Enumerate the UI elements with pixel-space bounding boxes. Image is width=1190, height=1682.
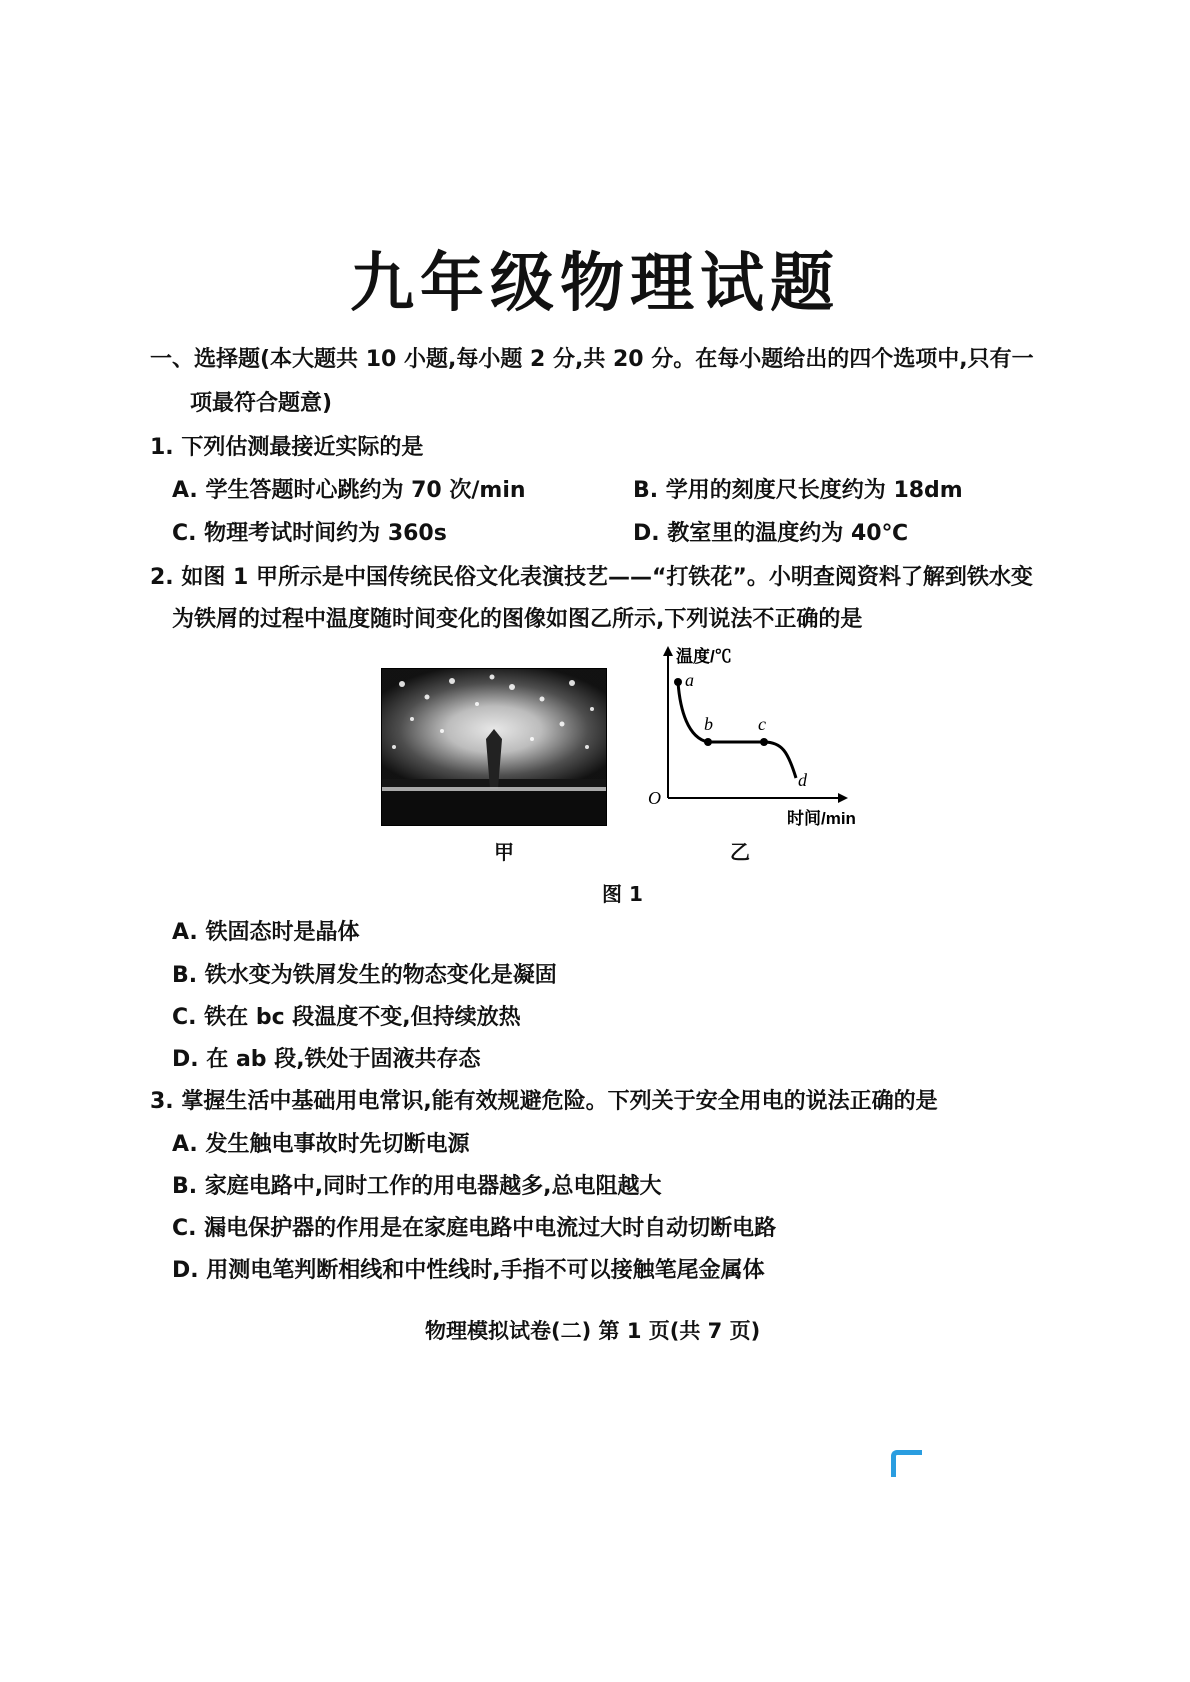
q3-stem: 3. 掌握生活中基础用电常识,能有效规避危险。下列关于安全用电的说法正确的是 [150,1089,938,1114]
origin-label: O [648,788,661,808]
q1-stem: 1. 下列估测最接近实际的是 [150,435,424,460]
figure-label-yi: 乙 [730,840,750,864]
q2-option-a: A. 铁固态时是晶体 [172,920,360,945]
point-c-label: c [758,714,766,734]
q2-option-b: B. 铁水变为铁屑发生的物态变化是凝固 [172,963,557,988]
cooling-curve-graph [640,640,870,840]
iron-flower-photo [381,668,607,826]
section-heading-line2: 项最符合题意) [190,391,333,416]
q2-option-c: C. 铁在 bc 段温度不变,但持续放热 [172,1005,521,1030]
q3-option-a: A. 发生触电事故时先切断电源 [172,1132,470,1157]
point-a-dot [674,678,682,686]
cooling-curve [678,682,796,778]
q2-stem-line1: 2. 如图 1 甲所示是中国传统民俗文化表演技艺——“打铁花”。小明查阅资料了解到铁水变 [150,565,1033,590]
y-axis-label: 温度/℃ [676,647,732,666]
scan-corner-mark [891,1450,922,1477]
point-b-dot [704,738,712,746]
figure-label-jia: 甲 [494,840,514,864]
section-heading-line1: 一、选择题(本大题共 10 小题,每小题 2 分,共 20 分。在每小题给出的四个选项中,只有一 [150,347,1034,372]
q1-option-c: C. 物理考试时间约为 360s [172,521,447,546]
q1-option-b: B. 学用的刻度尺长度约为 18dm [633,478,963,503]
page-title: 九年级物理试题 [350,247,840,321]
q2-option-d: D. 在 ab 段,铁处于固液共存态 [172,1047,481,1072]
page-footer: 物理模拟试卷(二) 第 1 页(共 7 页) [425,1319,761,1343]
figure-caption: 图 1 [602,882,643,906]
y-axis-arrow [663,646,673,656]
q3-option-c: C. 漏电保护器的作用是在家庭电路中电流过大时自动切断电路 [172,1216,777,1241]
q3-option-b: B. 家庭电路中,同时工作的用电器越多,总电阻越大 [172,1174,662,1199]
q1-option-a: A. 学生答题时心跳约为 70 次/min [172,478,526,503]
q2-stem-line2: 为铁屑的过程中温度随时间变化的图像如图乙所示,下列说法不正确的是 [172,607,863,632]
point-c-dot [760,738,768,746]
q3-option-d: D. 用测电笔判断相线和中性线时,手指不可以接触笔尾金属体 [172,1258,765,1283]
point-d-label: d [798,770,807,790]
q1-option-d: D. 教室里的温度约为 40℃ [633,521,909,546]
x-axis-label: 时间/min [787,809,856,828]
point-a-label: a [685,670,694,690]
point-b-label: b [704,714,713,734]
x-axis-arrow [838,793,848,803]
